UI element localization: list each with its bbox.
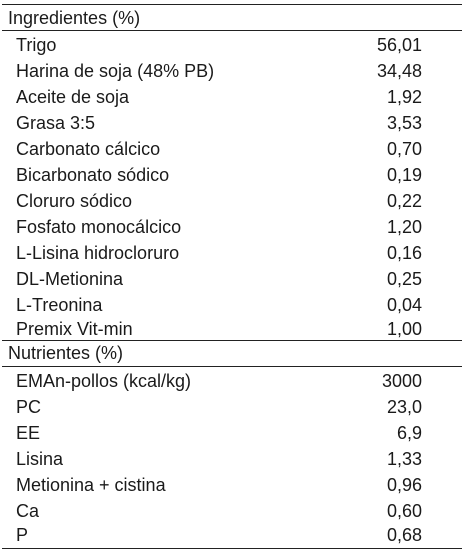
- ingredients-heading: Ingredientes (%): [8, 8, 141, 28]
- row-label: P: [16, 525, 29, 545]
- row-value: 0,68: [386, 525, 422, 545]
- table-row: [0, 188, 464, 214]
- row-value: 0,22: [386, 191, 422, 211]
- row-label: Cloruro sódico: [16, 191, 133, 211]
- row-value: 34,48: [376, 61, 422, 81]
- table-row: [0, 240, 464, 266]
- table-row: [0, 84, 464, 110]
- row-value: 0,70: [386, 139, 422, 159]
- table-row: [0, 110, 464, 136]
- table-row: [0, 446, 464, 472]
- row-label: PC: [16, 397, 42, 417]
- row-value: 56,01: [376, 35, 422, 55]
- row-label: Lisina: [16, 449, 64, 469]
- row-value: 0,25: [386, 269, 422, 289]
- table-row: [0, 522, 464, 548]
- row-value: 3,53: [386, 113, 422, 133]
- table-row: [0, 58, 464, 84]
- row-value: 1,20: [386, 217, 422, 237]
- table-row: [0, 472, 464, 498]
- table-row: [0, 420, 464, 446]
- row-label: Bicarbonato sódico: [16, 165, 170, 185]
- table-bottom-rule: [2, 548, 462, 549]
- table-row: [0, 316, 464, 342]
- row-value: 0,19: [386, 165, 422, 185]
- table-top-rule: [2, 4, 462, 5]
- row-label: EMAn-pollos (kcal/kg): [16, 371, 192, 391]
- table-row: [0, 368, 464, 394]
- row-label: Carbonato cálcico: [16, 139, 161, 159]
- row-value: 1,33: [386, 449, 422, 469]
- row-label: Ca: [16, 501, 40, 521]
- row-value: 1,92: [386, 87, 422, 107]
- row-value: 6,9: [396, 423, 422, 443]
- table-row: [0, 136, 464, 162]
- table-row: [0, 266, 464, 292]
- row-label: Aceite de soja: [16, 87, 130, 107]
- row-value: 0,96: [386, 475, 422, 495]
- row-value: 0,04: [386, 295, 422, 315]
- row-label: Metionina + cistina: [16, 475, 166, 495]
- row-label: Premix Vit-min: [16, 319, 133, 339]
- table-row: [0, 32, 464, 58]
- row-value: 1,00: [386, 319, 422, 339]
- row-value: 0,60: [386, 501, 422, 521]
- row-value: 0,16: [386, 243, 422, 263]
- row-label: Harina de soja (48% PB): [16, 61, 215, 81]
- row-label: EE: [16, 423, 41, 443]
- row-label: Trigo: [16, 35, 57, 55]
- table-row: [0, 394, 464, 420]
- row-label: Grasa 3:5: [16, 113, 96, 133]
- row-label: L-Treonina: [16, 295, 103, 315]
- table-row: [0, 162, 464, 188]
- row-value: 23,0: [386, 397, 422, 417]
- ingredients-heading-rule: [2, 30, 462, 31]
- table-row: [0, 214, 464, 240]
- table-row: [0, 498, 464, 524]
- row-label: DL-Metionina: [16, 269, 124, 289]
- table-row: [0, 292, 464, 318]
- nutrients-heading-rule: [2, 366, 462, 367]
- nutrients-heading: Nutrientes (%): [8, 343, 124, 363]
- row-label: L-Lisina hidrocloruro: [16, 243, 180, 263]
- nutrients-top-rule: [2, 340, 462, 341]
- row-label: Fosfato monocálcico: [16, 217, 182, 237]
- row-value: 3000: [381, 371, 422, 391]
